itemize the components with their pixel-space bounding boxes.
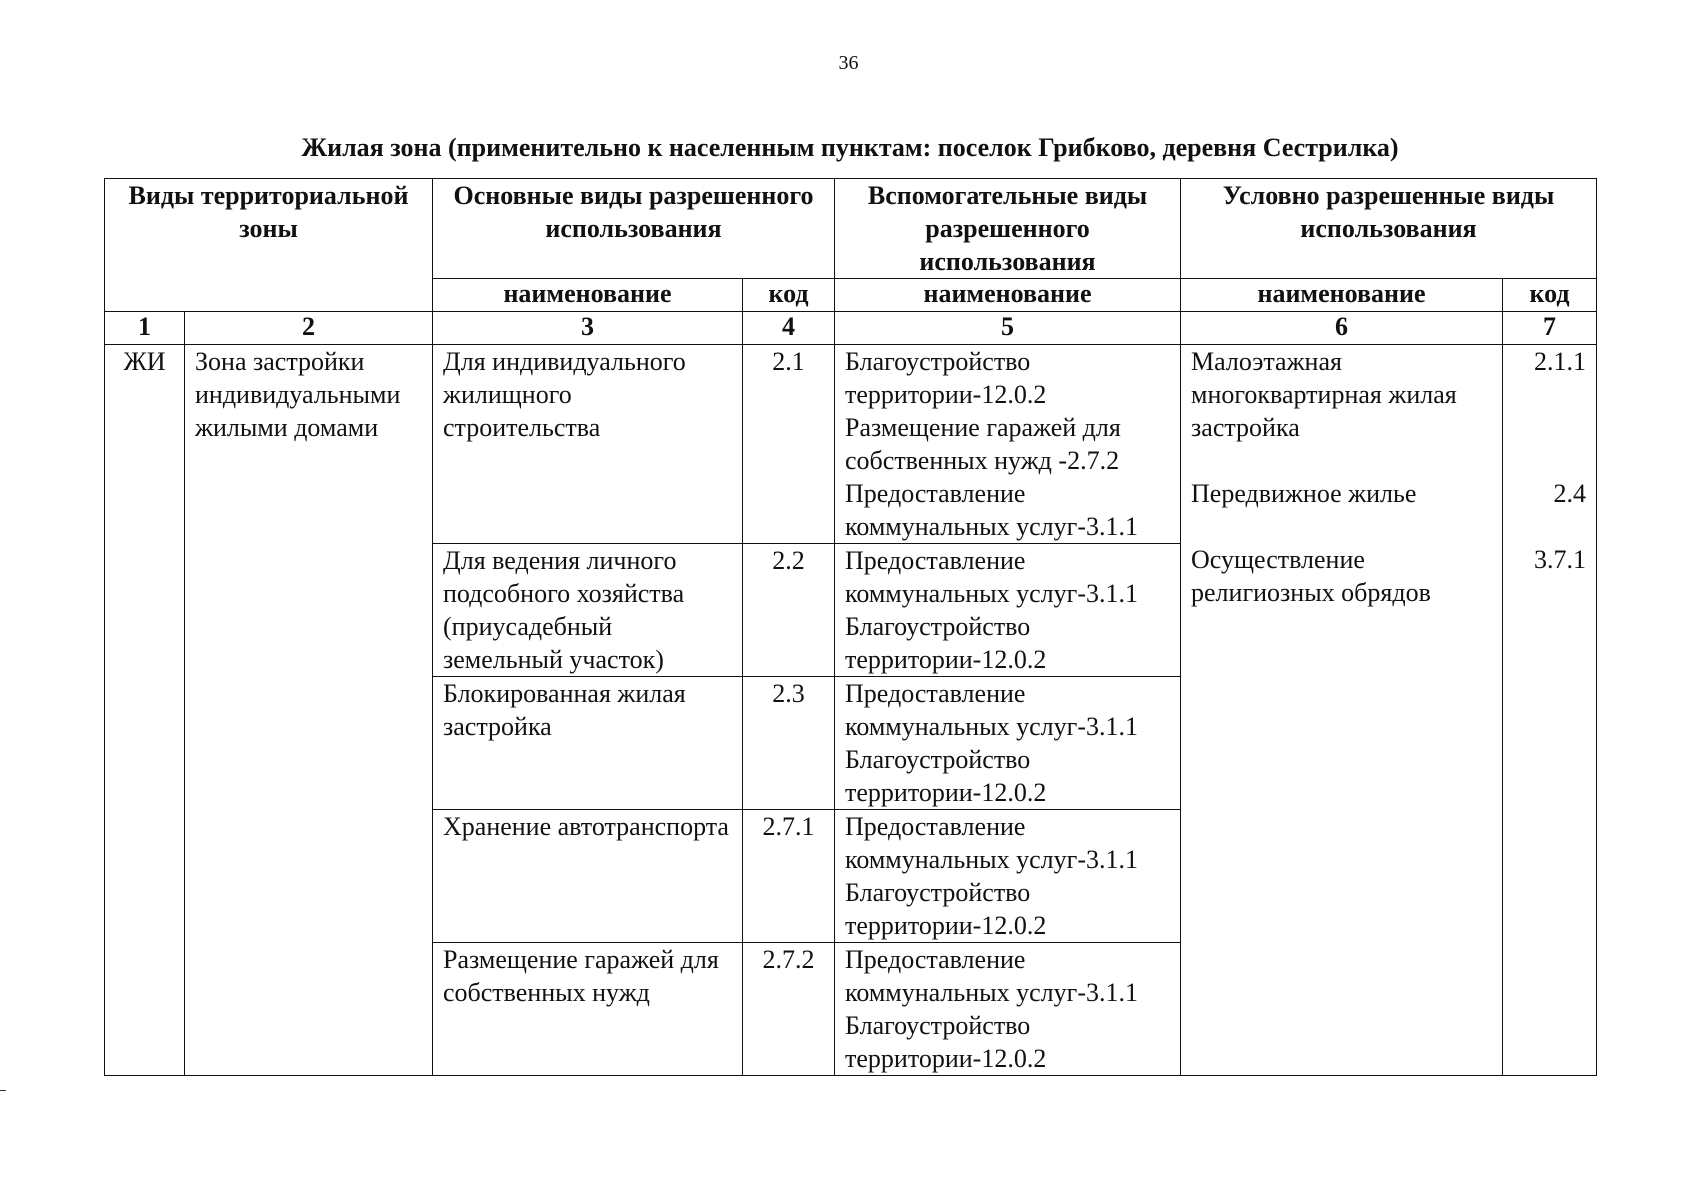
zone-name: Зона застройки индивидуальными жилыми домами xyxy=(185,345,433,1076)
aux-use-item: Предоставление коммунальных услуг-3.1.1 xyxy=(845,479,1138,541)
conditional-use-names xyxy=(1181,345,1503,1076)
table-row xyxy=(105,345,1597,544)
page-number: 36 xyxy=(838,52,859,74)
main-use-code: 2.3 xyxy=(743,677,835,810)
main-use-name: Блокированная жилая застройка xyxy=(433,677,743,810)
column-number: 6 xyxy=(1181,312,1503,345)
aux-use-cell xyxy=(835,810,1181,943)
main-use-code: 2.7.1 xyxy=(743,810,835,943)
subheader-code: код xyxy=(1503,279,1597,312)
aux-use-item: Предоставление коммунальных услуг-3.1.1 xyxy=(845,546,1138,608)
aux-use-item: Благоустройство территории-12.0.2 xyxy=(845,347,1047,409)
aux-use-item: Предоставление коммунальных услуг-3.1.1 xyxy=(845,945,1138,1007)
aux-use-item: Благоустройство территории-12.0.2 xyxy=(845,878,1047,940)
main-use-code: 2.1 xyxy=(743,345,835,544)
subheader-code: код xyxy=(743,279,835,312)
column-number: 4 xyxy=(743,312,835,345)
conditional-use-name: Малоэтажная многоквартирная жилая застройка xyxy=(1191,347,1457,442)
column-number: 1 xyxy=(105,312,185,345)
aux-use-cell xyxy=(835,943,1181,1076)
header-aux-uses: Вспомогательные виды разрешенного использования xyxy=(835,179,1181,279)
conditional-use-code: 3.7.1 xyxy=(1534,545,1587,574)
aux-use-item: Благоустройство территории-12.0.2 xyxy=(845,745,1047,807)
header-row xyxy=(105,179,1597,279)
aux-use-item: Размещение гаражей для собственных нужд -2.7.2 xyxy=(845,413,1121,475)
header-zone-types: Виды территориальной зоны xyxy=(105,179,433,312)
aux-use-cell xyxy=(835,677,1181,810)
column-number: 5 xyxy=(835,312,1181,345)
zone-code: ЖИ xyxy=(105,345,185,1076)
main-use-name: Для индивидуального жилищного строительства xyxy=(433,345,743,544)
header-cond-uses: Условно разрешенные виды использования xyxy=(1181,179,1597,279)
main-use-name: Размещение гаражей для собственных нужд xyxy=(433,943,743,1076)
main-use-name: Хранение автотранспорта xyxy=(433,810,743,943)
zoning-table xyxy=(104,178,1597,1076)
column-number: 7 xyxy=(1503,312,1597,345)
aux-use-cell xyxy=(835,544,1181,677)
main-use-code: 2.7.2 xyxy=(743,943,835,1076)
conditional-use-code: 2.1.1 xyxy=(1534,347,1587,376)
column-number-row xyxy=(105,312,1597,345)
aux-use-item: Благоустройство территории-12.0.2 xyxy=(845,612,1047,674)
aux-use-item: Предоставление коммунальных услуг-3.1.1 xyxy=(845,679,1138,741)
aux-use-cell xyxy=(835,345,1181,544)
column-number: 2 xyxy=(185,312,433,345)
column-number: 3 xyxy=(433,312,743,345)
main-use-code: 2.2 xyxy=(743,544,835,677)
header-main-uses: Основные виды разрешенного использования xyxy=(433,179,835,279)
aux-use-item: Предоставление коммунальных услуг-3.1.1 xyxy=(845,812,1138,874)
subheader-name: наименование xyxy=(835,279,1181,312)
conditional-use-codes xyxy=(1503,345,1597,1076)
page-title: Жилая зона (применительно к населенным пунктам: поселок Грибково, деревня Сестрилка) xyxy=(301,133,1399,162)
subheader-name: наименование xyxy=(433,279,743,312)
conditional-use-name: Осуществление религиозных обрядов xyxy=(1191,545,1431,607)
aux-use-item: Благоустройство территории-12.0.2 xyxy=(845,1011,1047,1073)
conditional-use-name: Передвижное жилье xyxy=(1191,479,1417,508)
conditional-use-code: 2.4 xyxy=(1553,479,1587,508)
main-use-name: Для ведения личного подсобного хозяйства (приусадебный земельный участок) xyxy=(433,544,743,677)
subheader-name: наименование xyxy=(1181,279,1503,312)
scan-margin-mark xyxy=(0,1090,6,1091)
